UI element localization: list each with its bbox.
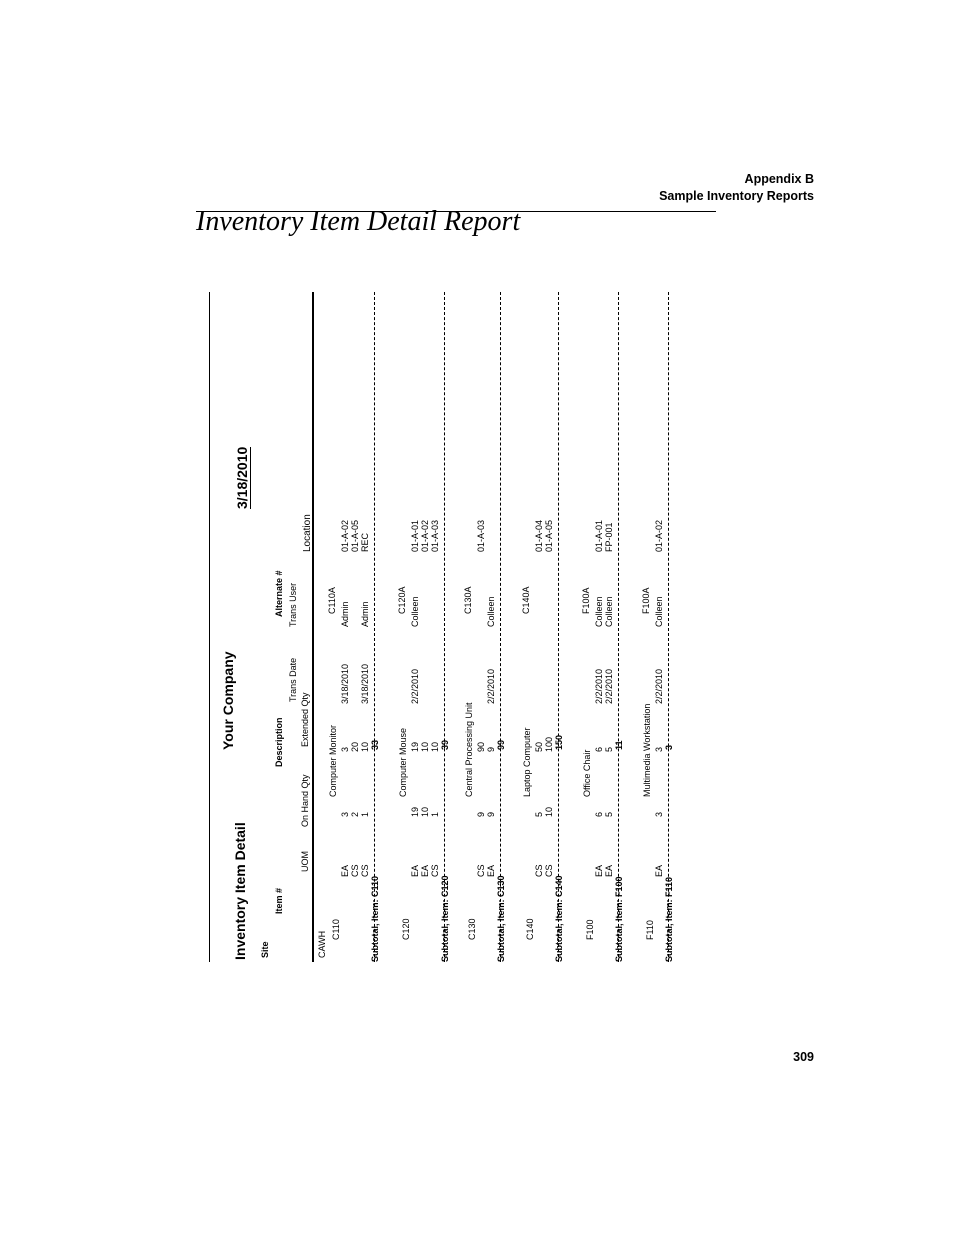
header-site: Site [260,941,270,958]
row-location: REC [360,532,370,552]
row-uom: CS [544,864,554,877]
group-description: Computer Monitor [328,724,338,797]
header-description: Description [274,717,284,767]
header-extended-qty: Extended Qty [300,692,310,747]
group-item-number: C110 [331,919,341,940]
group-alternate: C130A [463,586,473,614]
row-extended-qty: 90 [476,741,486,752]
subtotal-value: 99 [496,739,506,750]
row-uom: EA [420,864,430,877]
header-trans-user: Trans User [288,582,298,627]
row-on-hand-qty: 6 [594,811,604,817]
row-trans-date: 3/18/2010 [340,663,350,704]
row-uom: EA [340,864,350,877]
report-company: Your Company [220,651,236,750]
row-trans-date: 2/2/2010 [604,668,614,704]
subtotal-label: Subtotal, Item: F110 [664,876,674,962]
row-trans-user: Admin [340,601,350,627]
row-on-hand-qty: 10 [420,806,430,817]
page-number: 309 [793,1050,814,1064]
row-trans-user: Colleen [594,596,604,627]
header-item: Item # [274,887,284,914]
row-location: 01-A-02 [340,519,350,552]
row-location: 01-A-03 [476,519,486,552]
row-location: 01-A-02 [420,519,430,552]
row-trans-user: Colleen [604,596,614,627]
header-alternate: Alternate # [274,570,284,617]
group-description: Office Chair [582,749,592,797]
subtotal-value: 33 [370,739,380,750]
row-location: 01-A-05 [350,519,360,552]
row-on-hand-qty: 9 [476,811,486,817]
row-extended-qty: 9 [486,746,496,752]
row-uom: CS [350,864,360,877]
site-value: CAWH [317,930,327,958]
row-location: 01-A-04 [534,519,544,552]
subtotal-label: Subtotal, Item: C110 [370,875,380,962]
row-extended-qty: 10 [430,741,440,752]
row-on-hand-qty: 2 [350,811,360,817]
row-extended-qty: 100 [544,736,554,752]
header-location: Location [302,514,313,552]
group-description: Computer Mouse [398,727,408,797]
header-trans-date: Trans Date [288,657,298,702]
report-title: Inventory Item Detail [232,822,248,960]
row-trans-user: Colleen [410,596,420,627]
row-extended-qty: 5 [604,746,614,752]
row-on-hand-qty: 3 [654,811,664,817]
row-extended-qty: 10 [360,741,370,752]
group-alternate: F100A [581,587,591,614]
subtotal-dashed-rule [500,292,501,962]
row-extended-qty: 10 [420,741,430,752]
subtotal-dashed-rule [558,292,559,962]
group-description: Central Processing Unit [464,702,474,797]
report-page [208,292,686,962]
row-location: 01-A-03 [430,519,440,552]
group-description: Multimedia Workstation [642,703,652,797]
subtotal-dashed-rule [374,292,375,962]
row-trans-date: 2/2/2010 [594,668,604,704]
row-on-hand-qty: 10 [544,806,554,817]
row-extended-qty: 20 [350,741,360,752]
running-head-appendix: Appendix B [744,172,814,186]
row-uom: CS [534,864,544,877]
group-item-number: F100 [585,919,595,940]
row-location: 01-A-05 [544,519,554,552]
row-trans-date: 3/18/2010 [360,663,370,704]
row-uom: CS [476,864,486,877]
row-uom: EA [604,864,614,877]
row-uom: EA [486,864,496,877]
header-rule [312,292,314,962]
row-trans-date: 2/2/2010 [654,668,664,704]
row-on-hand-qty: 3 [340,811,350,817]
running-head-section: Sample Inventory Reports [659,189,814,203]
row-extended-qty: 19 [410,741,420,752]
row-uom: EA [594,864,604,877]
group-alternate: C110A [327,587,337,614]
row-uom: EA [410,864,420,877]
row-on-hand-qty: 5 [604,811,614,817]
row-on-hand-qty: 1 [360,811,370,817]
row-uom: EA [654,864,664,877]
subtotal-dashed-rule [444,292,445,962]
row-extended-qty: 3 [654,746,664,752]
row-on-hand-qty: 5 [534,811,544,817]
group-description: Laptop Computer [522,727,532,797]
group-item-number: C140 [525,918,535,940]
row-uom: CS [360,864,370,877]
row-trans-user: Admin [360,601,370,627]
subtotal-value: 150 [554,734,564,750]
page-title: Inventory Item Detail Report [196,206,521,237]
group-item-number: F110 [645,920,655,940]
group-item-number: C120 [401,918,411,940]
subtotal-label: Subtotal, Item: C120 [440,875,450,962]
row-on-hand-qty: 1 [430,811,440,817]
subtotal-dashed-rule [668,292,669,962]
subtotal-label: Subtotal, Item: C130 [496,875,506,962]
header-uom: UOM [300,851,310,872]
header-on-hand-qty: On Hand Qty [300,774,310,827]
subtotal-value: 3 [664,744,674,750]
row-extended-qty: 6 [594,746,604,752]
report-top-rule [209,292,210,962]
row-location: 01-A-02 [654,519,664,552]
report-date: 3/18/2010 [234,446,250,509]
row-trans-user: Colleen [486,596,496,627]
row-on-hand-qty: 19 [410,806,420,817]
row-location: 01-A-01 [410,519,420,552]
row-uom: CS [430,864,440,877]
row-extended-qty: 3 [340,746,350,752]
running-head [659,171,814,205]
group-item-number: C130 [467,918,477,940]
subtotal-dashed-rule [618,292,619,962]
group-alternate: C140A [521,586,531,614]
group-alternate: F100A [641,587,651,614]
row-location: FP-001 [604,522,614,552]
subtotal-label: Subtotal, Item: C140 [554,875,564,962]
subtotal-label: Subtotal, Item: F100 [614,876,624,962]
row-extended-qty: 50 [534,741,544,752]
row-on-hand-qty: 9 [486,811,496,817]
row-location: 01-A-01 [594,519,604,552]
row-trans-date: 2/2/2010 [486,668,496,704]
row-trans-user: Colleen [654,596,664,627]
subtotal-value: 39 [440,739,450,750]
group-alternate: C120A [397,586,407,614]
subtotal-value: 11 [614,740,624,750]
row-trans-date: 2/2/2010 [410,668,420,704]
